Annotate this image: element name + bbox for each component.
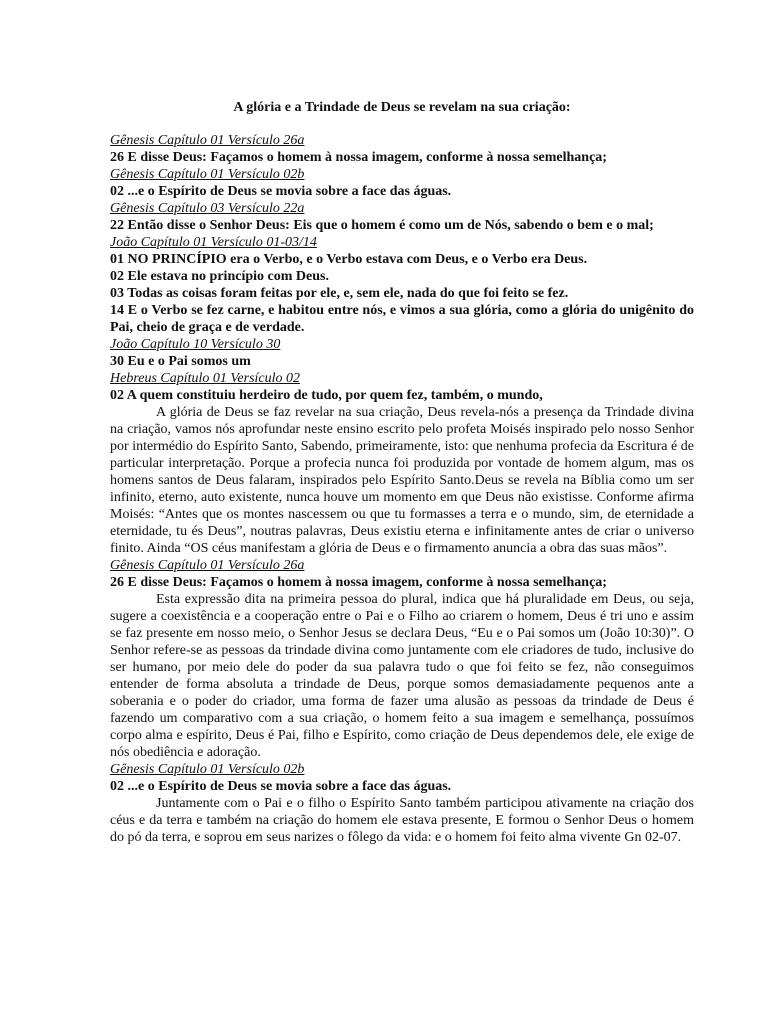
document-body [110, 132, 694, 846]
scripture-reference: Gênesis Capítulo 01 Versículo 02b [110, 762, 305, 777]
verse-text: 03 Todas as coisas foram feitas por ele, e, sem ele, nada do que foi feito se fez. [110, 286, 569, 301]
commentary-paragraph: Juntamente com o Pai e o filho o Espírito Santo também participou ativamente na criação dos céus e da terra e também na criação do homem ele estava presente, E formou o Senhor Deus o homem do pó da terra, e soprou em seus narizes o fôlego da vida: e o homem foi feito alma vivente Gn 02-07. [110, 796, 694, 845]
scripture-reference: Gênesis Capítulo 01 Versículo 02b [110, 167, 305, 182]
verse-text: 02 Ele estava no princípio com Deus. [110, 269, 329, 284]
scripture-reference: Gênesis Capítulo 03 Versículo 22a [110, 201, 305, 216]
scripture-reference: Gênesis Capítulo 01 Versículo 26a [110, 133, 305, 148]
verse-text: 26 E disse Deus: Façamos o homem à nossa imagem, conforme à nossa semelhança; [110, 575, 607, 590]
verse-text: 22 Então disse o Senhor Deus: Eis que o homem é como um de Nós, sabendo o bem e o mal; [110, 218, 654, 233]
verse-text: 26 E disse Deus: Façamos o homem à nossa imagem, conforme à nossa semelhança; [110, 150, 607, 165]
commentary-paragraph: Esta expressão dita na primeira pessoa do plural, indica que há pluralidade em Deus, ou seja, sugere a coexistência e a cooperação entre o Pai e o Filho ao criarem o homem, Deus é tri uno e assim se faz presente em nosso meio, o Senhor Jesus se declara Deus, “Eu e o Pai somos um (João 10:30)”. O Senhor refere-se as pessoas da trindade divina como juntamente com ele criadores de tudo, inclusive do ser humano, por meio dele do poder da sua palavra tudo o que foi feito se fez, não conseguimos entender de forma absoluta a trindade de Deus, porque somos demasiadamente pequenos ante a soberania e o poder do criador, uma forma de fazer uma alusão as pessoas da trindade de Deus é fazendo um comparativo com a sua criação, o homem feito a sua imagem e semelhança, possuímos corpo alma e espírito, Deus é Pai, filho e Espírito, como criação de Deus dependemos dele, ele exige de nós obediência e adoração. [110, 592, 694, 760]
verse-text: 14 E o Verbo se fez carne, e habitou entre nós, e vimos a sua glória, como a glória do unigênito do Pai, cheio de graça e de verdade. [110, 303, 694, 335]
scripture-reference: Hebreus Capítulo 01 Versículo 02 [110, 371, 301, 386]
verse-text: 02 ...e o Espírito de Deus se movia sobre a face das águas. [110, 779, 452, 794]
verse-text: 30 Eu e o Pai somos um [110, 354, 251, 369]
verse-text: 01 NO PRINCÍPIO era o Verbo, e o Verbo estava com Deus, e o Verbo era Deus. [110, 252, 588, 267]
commentary-paragraph: A glória de Deus se faz revelar na sua criação, Deus revela-nós a presença da Trindade divina na criação, vamos nós aprofundar neste ensino escrito pelo profeta Moisés inspirado pelo nosso Senhor por intermédio do Espírito Santo, Sabendo, primeiramente, isto: que nenhuma profecia da Escritura é de particular interpretação. Porque a profecia nunca foi produzida por vontade de homem algum, mas os homens santos de Deus falaram, inspirados pelo Espírito Santo.Deus se revela na Bíblia como um ser infinito, eterno, auto existente, nunca houve um momento em que Deus não existisse. Conforme afirma Moisés: “Antes que os montes nascessem ou que tu formasses a terra e o mundo, sim, de eternidade a eternidade, tu és Deus”, noutras palavras, Deus existiu eterna e infinitamente antes de criar o universo finito. Ainda “OS céus manifestam a glória de Deus e o firmamento anuncia a obra das suas mãos”. [110, 405, 694, 556]
document-title: A glória e a Trindade de Deus se revelam na sua criação: [233, 100, 571, 115]
verse-text: 02 ...e o Espírito de Deus se movia sobre a face das águas. [110, 184, 452, 199]
scripture-reference: Gênesis Capítulo 01 Versículo 26a [110, 558, 305, 573]
scripture-reference: João Capítulo 01 Versículo 01-03/14 [110, 235, 317, 250]
verse-text: 02 A quem constituiu herdeiro de tudo, por quem fez, também, o mundo, [110, 388, 543, 403]
scripture-reference: João Capítulo 10 Versículo 30 [110, 337, 281, 352]
